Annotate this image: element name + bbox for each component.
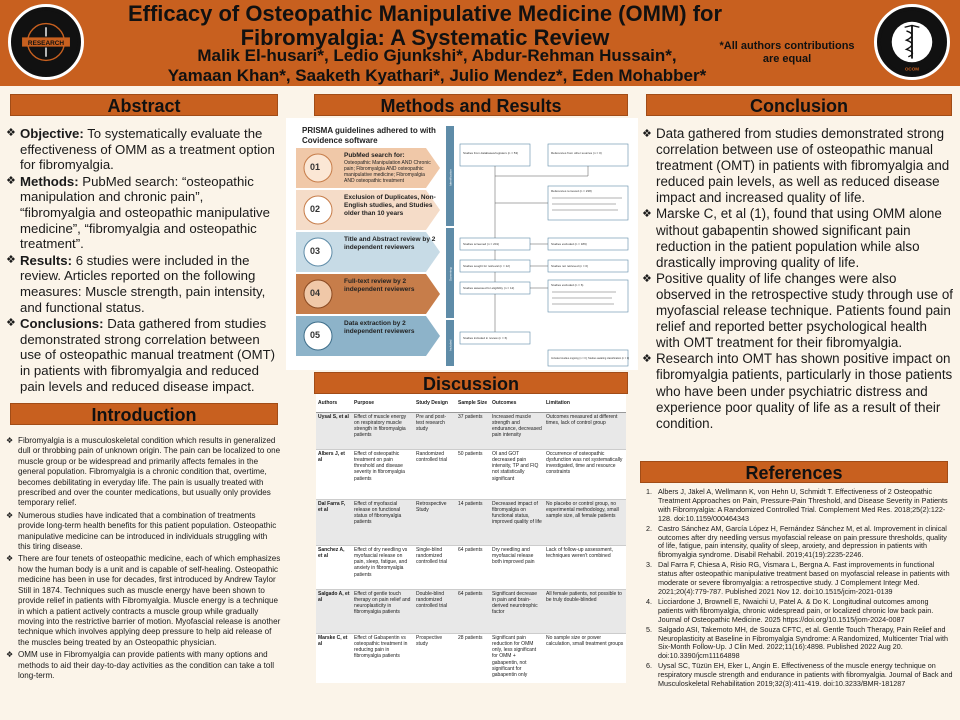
table-cell: OI and GOT decreased pain intensity, TP and FIQ not statistically significant bbox=[490, 449, 544, 499]
intro-paragraph bbox=[6, 650, 282, 681]
table-cell: Outcomes measured at different times, lack of control group bbox=[544, 412, 626, 449]
authors-line-1: Malik El-husari*, Ledio Gjunkshi*, Abdur-Rehman Hussain*, bbox=[197, 46, 677, 65]
reference-number: 1. bbox=[646, 487, 652, 496]
logo-center-text: RESEARCH bbox=[27, 39, 65, 47]
table-cell: Albers J, et al bbox=[316, 449, 352, 499]
table-cell: Pre and post-test research study bbox=[414, 412, 456, 449]
intro-text: OMM use in Fibromyalgia can provide patients with many options and methods to aid their day-to-day activities as the condition can take a toll long-term. bbox=[18, 650, 274, 680]
method-step bbox=[296, 190, 440, 230]
table-cell: Salgado A, et al bbox=[316, 589, 352, 633]
poster-title: Efficacy of Osteopathic Manipulative Medicine (OMM) for Fibromyalgia: A Systematic Review bbox=[127, 1, 723, 50]
table-cell: Decreased impact of fibromyalgia on functional status, improved quality of life bbox=[490, 499, 544, 545]
reference-item bbox=[644, 488, 954, 524]
table-cell: Dal Farra F, et al bbox=[316, 499, 352, 545]
step-number: 03 bbox=[310, 246, 321, 256]
flow-col-header: Included bbox=[448, 339, 453, 351]
abstract-header-text: Abstract bbox=[107, 96, 181, 116]
abstract-label: Methods: bbox=[20, 173, 79, 189]
table-cell: Effect of gentle touch therapy on pain relief and neuroplasticity in fibromyalgia patients bbox=[352, 589, 414, 633]
prisma-flow-diagram bbox=[446, 126, 636, 368]
method-step bbox=[296, 148, 440, 188]
table-cell: Effect of osteopathic treatment on pain threshold and disease severity in fibromyalgia patients bbox=[352, 449, 414, 499]
table-cell: Effect of myofascial release on functional status of fibromyalgia patients bbox=[352, 499, 414, 545]
step-text bbox=[344, 152, 436, 184]
table-cell: Marske C, et al bbox=[316, 633, 352, 683]
abstract-text: PubMed search: “osteopathic manipulation and chronic pain”, “fibromyalgia and osteopathic manipulative medicine”, “fibromyalgia and osteopathic treatment”. bbox=[20, 173, 270, 252]
reference-number: 6. bbox=[646, 661, 652, 671]
table-cell: 37 patients bbox=[456, 412, 490, 449]
flow-col-header: Screening bbox=[448, 267, 453, 281]
step-title: Title and Abstract review by 2 independent reviewers bbox=[344, 236, 436, 251]
reference-text: Dal Farra F, Chiesa A, Risio RG, Vismara L, Bergna A. Fast improvements in functional status after osteopathic manipulative treatment based on myofascial release in patients with moderate or severe fibromyalgia: a retrospective study. J Complement Integr Med. 2021;20(4):779-787. Published 2021 Nov 12. doi:10.1515/jcim-2021-0139 bbox=[658, 560, 950, 596]
flow-box: Studies screened (n = 201) bbox=[463, 242, 500, 246]
authors-line-2: Yamaan Khan*, Saaketh Kyathari*, Julio Mendez*, Eden Mohabber* bbox=[167, 66, 707, 85]
step-title: Exclusion of Duplicates, Non-English studies, and Studies older than 10 years bbox=[344, 194, 436, 217]
abstract-header bbox=[10, 94, 278, 116]
step-subtitle: Osteopathic Manipulation AND Chronic pain; Fibromyalgia AND osteopathic manipulative medicine; Fibromyalgia AND osteopathic treatment bbox=[344, 160, 431, 184]
table-cell: Randomized controlled trial bbox=[414, 449, 456, 499]
diamond-bullet-icon: ❖ bbox=[642, 272, 652, 285]
table-cell: 64 patients bbox=[456, 589, 490, 633]
step-title: Full-text review by 2 independent reviewers bbox=[344, 278, 415, 293]
reference-number: 2. bbox=[646, 523, 652, 533]
diamond-bullet-icon: ❖ bbox=[642, 208, 652, 221]
introduction-body bbox=[6, 436, 282, 683]
conclusion-text: Research into OMT has shown positive impact on fibromyalgia patients, particularly in those patients who have been under psychiatric distress and experience poor quality of life as a result of their condition. bbox=[656, 351, 953, 431]
table-cell: Increased muscle strength and endurance, decreased pain intensity bbox=[490, 412, 544, 449]
table-cell: 64 patients bbox=[456, 545, 490, 589]
conclusion-point bbox=[642, 271, 954, 351]
column-header: Authors bbox=[316, 394, 352, 412]
methods-figure bbox=[286, 118, 638, 370]
intro-paragraph bbox=[6, 436, 282, 509]
flow-box: Studies assessed for eligibility (n = 12) bbox=[463, 286, 515, 290]
conclusion-text: Positive quality of life changes were also observed in the retrospective study through use of myofascial release technique. Patients found pain relief and reported better psychological health with OMT treatment for their fibromyalgia. bbox=[656, 270, 954, 351]
caduceus-seal-icon bbox=[877, 7, 947, 77]
college-logo-right bbox=[874, 4, 950, 80]
reference-text: Castro Sánchez AM, García López H, Fernández Sánchez M, et al. Improvement in clinical outcomes after dry needling versus myofascial release on pain pressure thresholds, quality of life, fatigue, pain intensity, quality of sleep, anxiety, and depression in patients with fibromyalgia syndrome. Disabil Rehabil. 2019;41(19):2235-2246. bbox=[658, 523, 947, 560]
table-cell: All female patients, not possible to be truly double-blinded bbox=[544, 589, 626, 633]
flow-box: Studies from databases/registers (n = 53) bbox=[463, 151, 519, 155]
conclusion-point bbox=[642, 351, 954, 431]
poster-header bbox=[0, 0, 960, 86]
diamond-bullet-icon: ❖ bbox=[6, 174, 16, 187]
conclusion-text: Marske C, et al (1), found that using OMM alone without gabapentin showed significant pain reduction in the patient population while also drastically improving quality of life. bbox=[656, 206, 942, 270]
diamond-bullet-icon: ❖ bbox=[6, 317, 16, 330]
diamond-bullet-icon: ❖ bbox=[6, 510, 14, 520]
discussion-header-text: Discussion bbox=[422, 374, 520, 394]
table-cell: Retrospective Study bbox=[414, 499, 456, 545]
diamond-bullet-icon: ❖ bbox=[642, 353, 652, 366]
reference-item bbox=[644, 626, 954, 662]
methods-header bbox=[314, 94, 628, 116]
reference-item bbox=[644, 561, 954, 597]
step-number: 01 bbox=[310, 162, 321, 172]
table-cell: Occurrence of osteopathic dysfunction was not systematically investigated, time and resource constraints bbox=[544, 449, 626, 499]
column-header: Purpose bbox=[352, 394, 414, 412]
flow-box: Studies sought for retrieval (n = 12) bbox=[463, 264, 510, 268]
table-cell: No placebo or control group, no experimental methodology, small sample size, all female patients bbox=[544, 499, 626, 545]
table-cell: Effect of Gabapentin vs osteopathic treatment in reducing pain in fibromyalgia patients bbox=[352, 633, 414, 683]
conclusion-header-text: Conclusion bbox=[750, 96, 848, 116]
introduction-header bbox=[10, 403, 278, 425]
references-list bbox=[644, 488, 954, 690]
diamond-bullet-icon: ❖ bbox=[642, 128, 652, 140]
table-row bbox=[316, 589, 626, 633]
diamond-bullet-icon: ❖ bbox=[6, 436, 14, 445]
flow-box: References from other sources (n = 0) bbox=[551, 151, 602, 155]
flow-box: Studies excluded (n = 189) bbox=[551, 242, 587, 246]
discussion-table bbox=[316, 394, 626, 683]
intro-text: Numerous studies have indicated that a combination of treatments provide long-term health benefits for this patient population. Osteopathic manipulative medicine can be introduced in individuals struggling with this tiring disease. bbox=[18, 510, 277, 552]
reference-text: Licciardone J, Brownell E, Nwaichi U, Patel A. & Do K. Longitudinal outcomes among patients with fibromyalgia, chronic widespread pain, or localized chronic low back pain. Journal of Osteopathic Medicine. 2025 https://doi.org/10.1515/jom-2024-0087 bbox=[658, 596, 934, 624]
table-cell: Effect of muscle energy on respiratory muscle strength in fibromyalgia patients bbox=[352, 412, 414, 449]
table-row bbox=[316, 545, 626, 589]
reference-item bbox=[644, 525, 954, 561]
column-header: Sample Size bbox=[456, 394, 490, 412]
flow-box: Included studies ongoing (n = 0); Studies awaiting classification (n = 0) bbox=[551, 357, 630, 360]
logo-bottom-text: OCOM bbox=[904, 66, 920, 72]
flow-box: References removed (n = 238) bbox=[551, 189, 592, 193]
column-header: Limitation bbox=[544, 394, 626, 412]
abstract-label: Results: bbox=[20, 252, 73, 268]
table-header-row bbox=[316, 394, 626, 412]
table-cell: Uysal S, et al bbox=[316, 412, 352, 449]
method-step bbox=[296, 274, 440, 314]
methods-header-text: Methods and Results bbox=[380, 96, 562, 116]
conclusion-body bbox=[642, 126, 954, 432]
table-cell: 14 patients bbox=[456, 499, 490, 545]
reference-number: 4. bbox=[646, 596, 652, 606]
table-row bbox=[316, 449, 626, 499]
table-cell: No sample size or power calculation, small treatment groups bbox=[544, 633, 626, 683]
method-step bbox=[296, 316, 440, 356]
abstract-text: Data gathered from studies demonstrated strong correlation between use of osteopathic manual treatment (OMT) in patients with fibromyalgia and reduced pain levels and reduced disease impact. bbox=[20, 316, 276, 394]
table-cell: Dry needling and myofascial release both improved pain bbox=[490, 545, 544, 589]
discussion-header bbox=[314, 372, 628, 394]
intro-paragraph bbox=[6, 511, 282, 553]
intro-text: There are four tenets of osteopathic medicine, each of which emphasizes how the human body is a unit and is capable of self-healing. Osteopathic medicine has been in use for decades, first introduced by Andrew Taylor Still in 1874. Techniques such as muscle energy have been shown to provide relief in patients with Fibromyalgia. Muscle energy is a technique in which a patient actively contracts a muscle group while gradually moving into the restrictive barrier of motion. Myofascial release is another technique which involves applying deep pressure to help aid release of the muscles being treated by an Osteopathic physician. bbox=[18, 554, 281, 647]
diamond-bullet-icon: ❖ bbox=[6, 253, 16, 266]
author-list bbox=[92, 46, 782, 86]
abstract-text: To systematically evaluate the effectiveness of OMM as a treatment option for fibromyalgia. bbox=[20, 126, 275, 173]
method-step bbox=[296, 232, 440, 272]
reference-text: Albers J, Jäkel A, Wellmann K, von Hehn U, Schmidt T. Effectiveness of 2 Osteopathic Treatment Approaches on Pain, Pressure-Pain Threshold, and Disease Severity in Patients with Fibromyalgia: A Randomized Controlled Trial. Complement Med Res. 2018;25(2):122-128. doi:10.1159/000464343 bbox=[658, 487, 948, 523]
abstract-label: Conclusions: bbox=[20, 316, 104, 332]
abstract-body bbox=[6, 126, 282, 395]
diamond-bullet-icon: ❖ bbox=[6, 127, 16, 139]
reference-text: Uysal SC, Tüzün EH, Eker L, Angin E. Effectiveness of the muscle energy technique on respiratory muscle strength and endurance in patients with fibromyalgia. Journal of Back and Musculoskeletal Rehabilitation 2019;32(3):411-419. doi:10.3233/BMR-181287 bbox=[658, 661, 953, 689]
reference-number: 5. bbox=[646, 624, 652, 634]
table-cell: 28 patients bbox=[456, 633, 490, 683]
flow-box: Studies included in review (n = 6) bbox=[463, 336, 508, 340]
abstract-results bbox=[6, 253, 282, 315]
column-header: Outcomes bbox=[490, 394, 544, 412]
table-row bbox=[316, 412, 626, 449]
table-cell: Double-blind randomized controlled trial bbox=[414, 589, 456, 633]
step-number: 02 bbox=[310, 204, 321, 214]
intro-paragraph bbox=[6, 554, 282, 648]
reference-number: 3. bbox=[646, 560, 652, 570]
conclusion-point bbox=[642, 126, 954, 206]
step-title: PubMed search for: bbox=[344, 152, 405, 159]
table-cell: 50 patients bbox=[456, 449, 490, 499]
table-cell: Single-blind randomized controlled trial bbox=[414, 545, 456, 589]
conclusion-text: Data gathered from studies demonstrated strong correlation between use of osteopathic manual treatment (OMT) in patients with fibromyalgia and reduced pain levels, as well as reduced disease impact and increased quality of life. bbox=[656, 126, 950, 206]
table-cell: Lack of follow-up assessment, techniques weren't combined bbox=[544, 545, 626, 589]
flow-box: Studies excluded (n = 6) bbox=[551, 283, 584, 287]
table-row bbox=[316, 633, 626, 683]
table-cell: Significant decrease in pain and brain-derived neurotrophic factor bbox=[490, 589, 544, 633]
diamond-bullet-icon: ❖ bbox=[6, 554, 14, 564]
abstract-conclusions bbox=[6, 316, 282, 394]
reference-item bbox=[644, 598, 954, 625]
table-cell: Significant pain reduction for OMM only, less significant for OMM + gabapentin, not significant for gabapentin only bbox=[490, 633, 544, 683]
references-header bbox=[640, 461, 948, 483]
diamond-bullet-icon: ❖ bbox=[6, 650, 14, 660]
table-cell: Effect of dry needling vs myofascial release on pain, sleep, fatigue, and anxiety in fibromyalgia patients bbox=[352, 545, 414, 589]
abstract-methods bbox=[6, 174, 282, 252]
step-number: 04 bbox=[310, 288, 321, 298]
intro-text: Fibromyalgia is a musculoskeletal condition which results in generalized dull or throbbing pain of unknown origin. The pain can be localized to one muscle group or be widespread and primarily affects females in the general population. Fibromyalgia is a chronic condition that, overtime, becomes debilitating in everyday life. The pain is usually treated with prescribed and over the counter medications, but usually only provides temporary relief. bbox=[18, 436, 281, 508]
step-number: 05 bbox=[310, 330, 321, 340]
reference-item bbox=[644, 662, 954, 689]
references-header-text: References bbox=[745, 463, 843, 483]
conclusion-point bbox=[642, 206, 954, 270]
introduction-header-text: Introduction bbox=[91, 405, 197, 425]
abstract-text: 6 studies were included in the review. Articles reported on the following measures: Muscle strength, pain intensity, and functional status. bbox=[20, 252, 266, 315]
abstract-objective bbox=[6, 126, 282, 173]
reference-text: Salgado ASI, Takemoto MH, de Souza CFTC, et al. Gentle Touch Therapy, Pain Relief and Neuroplasticity at Baseline in Fibromyalgia Syndrome: A Randomized, Multicenter Trial with Six-Month Follow-Up. J Clin Med. 2022;11(16):4898. Published 2022 Aug 20. doi:10.3390/jcm11164898 bbox=[658, 624, 949, 661]
contribution-note: *All authors contributions are equal bbox=[719, 40, 855, 65]
step-title: Data extraction by 2 independent reviewers bbox=[344, 320, 415, 335]
flow-box: Studies not retrieved (n = 0) bbox=[551, 264, 589, 268]
column-header: Study Design bbox=[414, 394, 456, 412]
flow-col-header: Identification bbox=[448, 169, 453, 186]
table-row bbox=[316, 499, 626, 545]
table-cell: Sanchez A, et al bbox=[316, 545, 352, 589]
prisma-title: PRISMA guidelines adhered to with Covidence software bbox=[302, 126, 436, 145]
conclusion-header bbox=[646, 94, 952, 116]
table-cell: Prospective study bbox=[414, 633, 456, 683]
abstract-label: Objective: bbox=[20, 126, 84, 141]
